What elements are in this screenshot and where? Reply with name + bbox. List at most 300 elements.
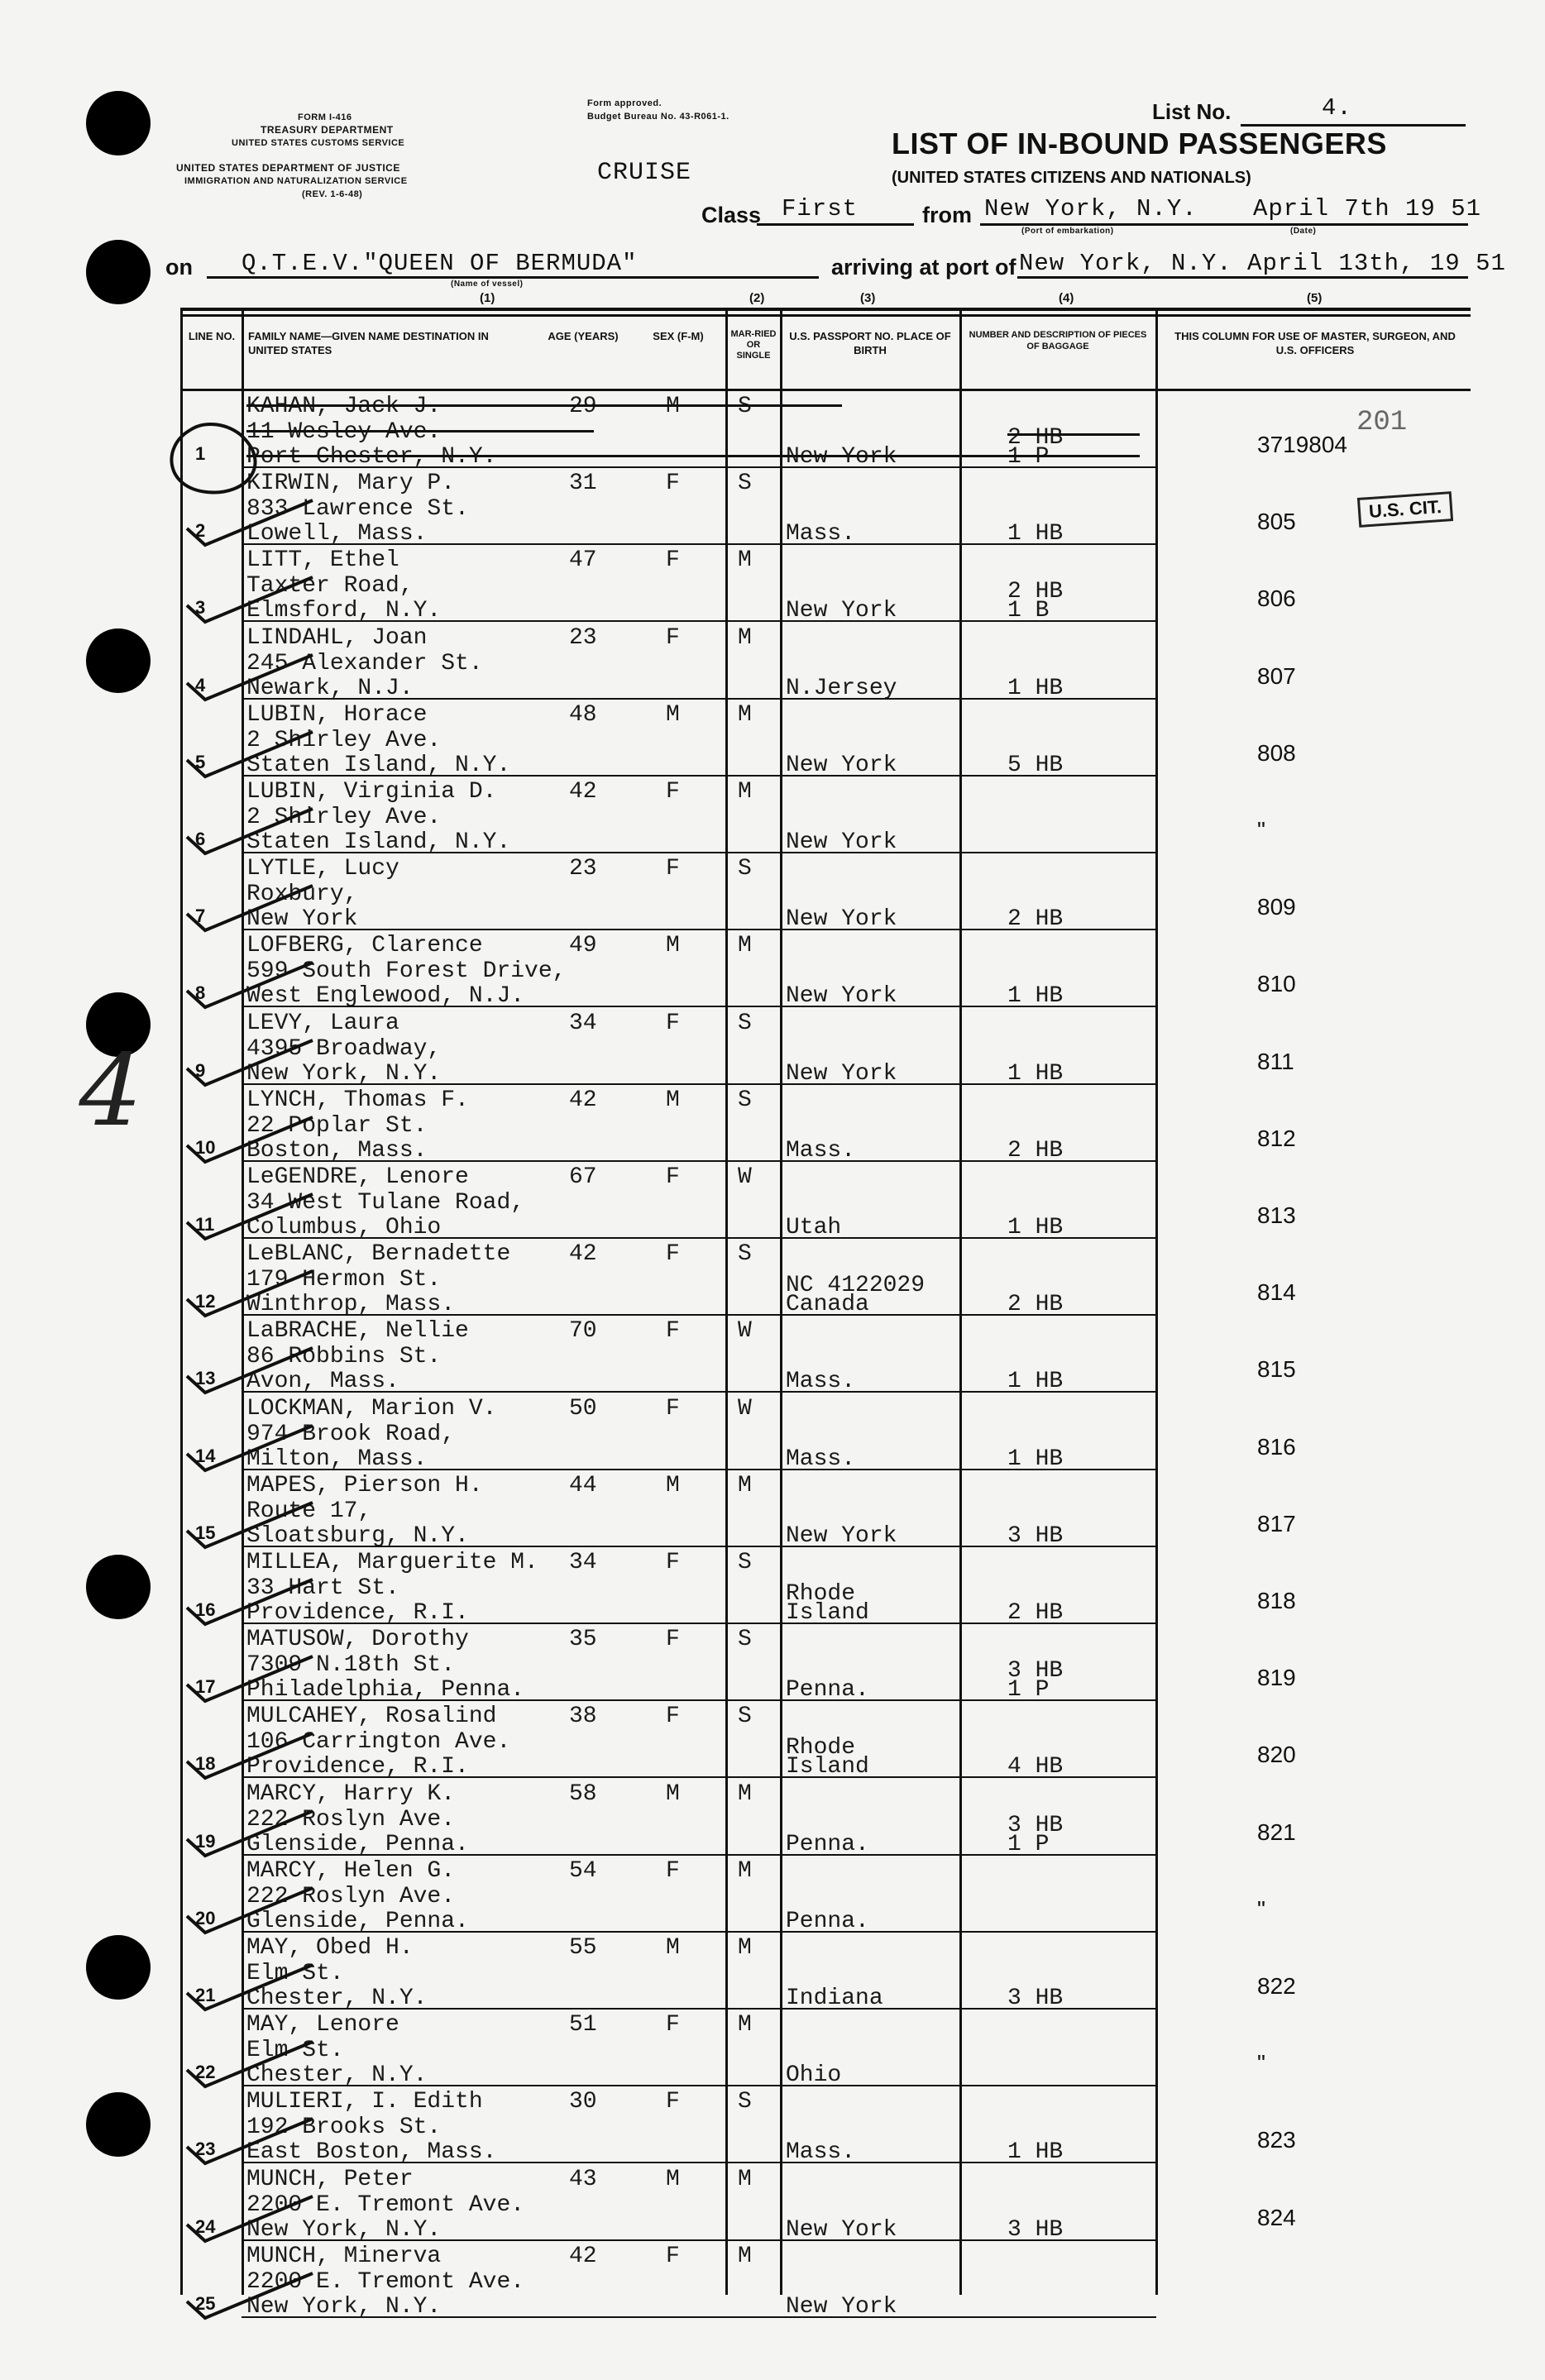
address-city: West Englewood, N.J. xyxy=(246,983,525,1009)
marital-status: M xyxy=(738,702,752,728)
address-city: Sloatsburg, N.Y. xyxy=(246,1523,469,1549)
table-row xyxy=(0,1471,1545,1548)
age: 42 xyxy=(569,779,597,805)
line-number: 21 xyxy=(195,1985,216,2005)
row-divider xyxy=(242,2316,1156,2318)
sex: F xyxy=(666,1704,680,1729)
table-row xyxy=(0,700,1545,777)
age: 42 xyxy=(569,1241,597,1267)
sex: M xyxy=(666,702,680,728)
place-of-birth: New York xyxy=(786,444,897,470)
line-number: 22 xyxy=(195,2062,216,2082)
marital-status: M xyxy=(738,2244,752,2269)
address-street: 22 Poplar St. xyxy=(246,1113,428,1139)
row-divider xyxy=(242,1314,1156,1316)
table-row xyxy=(0,1009,1545,1086)
marital-status: M xyxy=(738,2167,752,2192)
table-row xyxy=(0,1240,1545,1317)
officer-number: 817 xyxy=(1257,1511,1296,1536)
marital-status: W xyxy=(738,1318,752,1344)
address-street: Elm St. xyxy=(246,1961,344,1986)
sex: F xyxy=(666,547,680,573)
sex: F xyxy=(666,1396,680,1422)
place-of-birth: Mass. xyxy=(786,2139,856,2165)
check-mark xyxy=(180,958,321,1016)
column-number: (2) xyxy=(749,291,765,305)
line-number: 24 xyxy=(195,2216,216,2237)
check-mark xyxy=(180,2114,321,2172)
age: 43 xyxy=(569,2167,597,2192)
check-mark xyxy=(180,650,321,708)
officer-number: 3719804 xyxy=(1257,432,1348,457)
address-city: Providence, R.I. xyxy=(246,1754,469,1780)
table-row xyxy=(0,1625,1545,1702)
from-value: New York, N.Y. xyxy=(984,195,1198,222)
line-number: 14 xyxy=(195,1446,216,1466)
age: 48 xyxy=(569,702,597,728)
marital-status: M xyxy=(738,2012,752,2038)
passenger-name: KAHAN, Jack J. xyxy=(246,394,442,419)
address-city: Avon, Mass. xyxy=(246,1369,399,1394)
sex: M xyxy=(666,2167,680,2192)
table-row xyxy=(0,1702,1545,1779)
table-row xyxy=(0,1548,1545,1625)
place-of-birth: Island xyxy=(786,1754,869,1780)
baggage: 2 HB xyxy=(1007,425,1064,451)
check-mark xyxy=(180,1421,321,1479)
officer-number: 820 xyxy=(1257,1742,1296,1767)
class-value: First xyxy=(782,195,859,222)
table-row xyxy=(0,1857,1545,1933)
col-sex: SEX (F-M) xyxy=(653,330,704,342)
officer-number: 809 xyxy=(1257,894,1296,920)
check-mark xyxy=(180,804,321,862)
row-divider xyxy=(242,466,1156,468)
passenger-name: LITT, Ethel xyxy=(246,547,399,573)
marital-status: M xyxy=(738,779,752,805)
place-of-birth: New York xyxy=(786,2217,897,2243)
address-city: Glenside, Penna. xyxy=(246,1909,469,1934)
address-street: 192 Brooks St. xyxy=(246,2115,442,2140)
officer-number: " xyxy=(1257,817,1265,843)
baggage: 2 HB xyxy=(1007,1600,1064,1626)
age: 31 xyxy=(569,471,597,496)
address-city: Boston, Mass. xyxy=(246,1138,428,1164)
address-city: Philadelphia, Penna. xyxy=(246,1677,525,1703)
line-number: 23 xyxy=(195,2139,216,2159)
address-city: Staten Island, N.Y. xyxy=(246,753,511,778)
table-row xyxy=(0,1317,1545,1393)
check-mark xyxy=(180,1189,321,1247)
age: 34 xyxy=(569,1011,597,1036)
line-number: 5 xyxy=(195,752,206,772)
passenger-name: LUBIN, Horace xyxy=(246,702,428,728)
place-of-birth: Mass. xyxy=(786,1138,856,1164)
class-underline xyxy=(757,223,914,226)
check-mark xyxy=(180,1728,321,1786)
sex: F xyxy=(666,1164,680,1190)
document-subtitle: (UNITED STATES CITIZENS AND NATIONALS) xyxy=(892,169,1251,187)
passenger-name: MARCY, Helen G. xyxy=(246,1858,456,1884)
passenger-name: LUBIN, Virginia D. xyxy=(246,779,497,805)
sex: F xyxy=(666,856,680,882)
address-city: New York xyxy=(246,906,358,932)
ins-service: IMMIGRATION AND NATURALIZATION SERVICE xyxy=(184,176,408,186)
marital-status: S xyxy=(738,2089,752,2115)
sex: F xyxy=(666,471,680,496)
check-mark xyxy=(180,1651,321,1709)
passenger-name: MAY, Lenore xyxy=(246,2012,399,2038)
sex: F xyxy=(666,1550,680,1575)
marital-status: M xyxy=(738,1473,752,1498)
place-of-birth: Island xyxy=(786,1600,869,1626)
line-number: 25 xyxy=(195,2293,216,2314)
officer-number: 822 xyxy=(1257,1973,1296,1999)
passenger-name: MULCAHEY, Rosalind xyxy=(246,1704,497,1729)
sex: F xyxy=(666,1011,680,1036)
baggage: 2 HB xyxy=(1007,906,1064,932)
handwritten-circle xyxy=(157,413,281,504)
officer-number: 816 xyxy=(1257,1434,1296,1460)
line-number: 6 xyxy=(195,829,206,849)
officer-number: 810 xyxy=(1257,971,1296,996)
sex: F xyxy=(666,2089,680,2115)
binder-hole xyxy=(86,91,151,155)
officer-number: 819 xyxy=(1257,1665,1296,1690)
arrival-port-date: New York, N.Y. April 13th, 19 51 xyxy=(1019,250,1506,277)
officer-number: 806 xyxy=(1257,585,1296,611)
baggage: 1 HB xyxy=(1007,1446,1064,1472)
binder-hole xyxy=(86,240,151,304)
baggage: 2 HB xyxy=(1007,579,1064,605)
marital-status: M xyxy=(738,625,752,651)
officer-number: 818 xyxy=(1257,1588,1296,1613)
address-street: 833 Lawrence St. xyxy=(246,496,469,522)
revision-date: (REV. 1-6-48) xyxy=(302,189,363,199)
place-of-birth: Utah xyxy=(786,1215,842,1240)
col-family-name: FAMILY NAME—GIVEN NAME DESTINATION IN UNITED STATES xyxy=(248,330,489,356)
address-city: New York, N.Y. xyxy=(246,2217,442,2243)
row-divider xyxy=(242,1160,1156,1162)
row-divider xyxy=(242,775,1156,777)
place-of-birth: New York xyxy=(786,598,897,624)
row-divider xyxy=(242,1546,1156,1547)
check-mark xyxy=(180,1806,321,1864)
strike-through xyxy=(246,455,1140,457)
table-row xyxy=(0,2087,1545,2164)
passenger-name: LOFBERG, Clarence xyxy=(246,933,483,958)
budget-bureau: Budget Bureau No. 43-R061-1. xyxy=(587,112,729,122)
address-street: 222 Roslyn Ave. xyxy=(246,1884,456,1909)
marital-status: M xyxy=(738,1858,752,1884)
age: 51 xyxy=(569,2012,597,2038)
passenger-name: MAY, Obed H. xyxy=(246,1935,414,1961)
sex: F xyxy=(666,2012,680,2038)
address-street: 2200 E. Tremont Ave. xyxy=(246,2192,525,2218)
address-street: 245 Alexander St. xyxy=(246,651,483,676)
address-street: 34 West Tulane Road, xyxy=(246,1190,525,1216)
line-number: 2 xyxy=(195,520,206,541)
check-mark xyxy=(180,1498,321,1556)
passenger-name: LEVY, Laura xyxy=(246,1011,399,1036)
place-of-birth: New York xyxy=(786,829,897,855)
row-divider xyxy=(242,620,1156,622)
address-street: 33 Hart St. xyxy=(246,1575,399,1601)
baggage: 3 HB xyxy=(1007,1658,1064,1684)
col-officers: THIS COLUMN FOR USE OF MASTER, SURGEON, AND U.S. OFFICERS xyxy=(1174,330,1456,356)
officer-number: " xyxy=(1257,1896,1265,1922)
table-row xyxy=(0,1394,1545,1471)
address-street: Elm St. xyxy=(246,2038,344,2063)
address-street: 179 Hermon St. xyxy=(246,1267,442,1293)
officer-number: 813 xyxy=(1257,1202,1296,1228)
baggage: 1 HB xyxy=(1007,983,1064,1009)
check-mark xyxy=(180,1112,321,1170)
address-city: New York, N.Y. xyxy=(246,2294,442,2320)
age: 23 xyxy=(569,856,597,882)
age: 42 xyxy=(569,1087,597,1113)
check-mark xyxy=(180,1883,321,1941)
sex: M xyxy=(666,933,680,958)
address-city: Elmsford, N.Y. xyxy=(246,598,442,624)
marital-status: S xyxy=(738,1704,752,1729)
address-street: 599 South Forest Drive, xyxy=(246,958,567,984)
passenger-name: LeGENDRE, Lenore xyxy=(246,1164,469,1190)
place-of-birth: New York xyxy=(786,1523,897,1549)
officer-number: 811 xyxy=(1257,1049,1294,1074)
baggage: 1 P xyxy=(1007,1832,1050,1857)
marital-status: M xyxy=(738,1935,752,1961)
passenger-name: KIRWIN, Mary P. xyxy=(246,471,456,496)
age: 50 xyxy=(569,1396,597,1422)
sex: F xyxy=(666,1318,680,1344)
col-passport: U.S. PASSPORT NO. PLACE OF BIRTH xyxy=(789,330,951,356)
row-divider xyxy=(242,2162,1156,2163)
arrival-underline xyxy=(1017,276,1468,279)
check-mark xyxy=(180,1575,321,1632)
header-bottom-border xyxy=(180,389,1471,391)
baggage: 1 HB xyxy=(1007,676,1064,701)
strike-through xyxy=(246,404,842,407)
passenger-name: LeBLANC, Bernadette xyxy=(246,1241,511,1267)
age: 55 xyxy=(569,1935,597,1961)
passenger-name: MILLEA, Marguerite M. xyxy=(246,1550,538,1575)
address-street: 11 Wesley Ave. xyxy=(246,419,442,445)
table-row xyxy=(0,1086,1545,1163)
baggage: 1 HB xyxy=(1007,1215,1064,1240)
table-row xyxy=(0,931,1545,1008)
cruise-label: CRUISE xyxy=(597,159,692,187)
address-street: 106 Carrington Ave. xyxy=(246,1729,511,1755)
line-number: 19 xyxy=(195,1831,216,1852)
marital-status: W xyxy=(738,1396,752,1422)
row-divider xyxy=(242,1391,1156,1393)
baggage: 5 HB xyxy=(1007,753,1064,778)
row-divider xyxy=(242,698,1156,700)
officer-number: 814 xyxy=(1257,1279,1296,1305)
passenger-name: MAPES, Pierson H. xyxy=(246,1473,483,1498)
table-top-border xyxy=(180,314,1471,317)
baggage: 3 HB xyxy=(1007,1986,1064,2011)
passenger-name: LYTLE, Lucy xyxy=(246,856,399,882)
table-row xyxy=(0,2242,1545,2319)
on-label: on xyxy=(165,255,193,280)
list-no-value: 4. xyxy=(1322,94,1352,122)
line-number: 8 xyxy=(195,982,206,1003)
marital-status: S xyxy=(738,1241,752,1267)
address-street: Roxbury, xyxy=(246,882,358,907)
address-city: Newark, N.J. xyxy=(246,676,414,701)
officer-number: 808 xyxy=(1257,740,1296,766)
sex: M xyxy=(666,1473,680,1498)
document-title: LIST OF IN-BOUND PASSENGERS xyxy=(892,127,1387,160)
row-divider xyxy=(242,2008,1156,2010)
address-street: 2 Shirley Ave. xyxy=(246,728,442,753)
sex: F xyxy=(666,1241,680,1267)
age: 44 xyxy=(569,1473,597,1498)
place-of-birth: New York xyxy=(786,2294,897,2320)
address-street: 2200 E. Tremont Ave. xyxy=(246,2269,525,2295)
address-city: Port Chester, N.Y. xyxy=(246,444,497,470)
row-divider xyxy=(242,929,1156,930)
place-of-birth: N.Jersey xyxy=(786,676,897,701)
date-label: (Date) xyxy=(1290,227,1317,236)
place-of-birth: Ohio xyxy=(786,2062,842,2088)
check-mark xyxy=(180,2268,321,2326)
line-number: 16 xyxy=(195,1599,216,1620)
passenger-name: MARCY, Harry K. xyxy=(246,1781,456,1807)
vessel-name: Q.T.E.V."QUEEN OF BERMUDA" xyxy=(242,250,638,277)
address-city: New York, N.Y. xyxy=(246,1061,442,1087)
passenger-name: LOCKMAN, Marion V. xyxy=(246,1396,497,1422)
address-city: East Boston, Mass. xyxy=(246,2139,497,2165)
table-row xyxy=(0,1163,1545,1240)
marital-status: M xyxy=(738,933,752,958)
row-divider xyxy=(242,1083,1156,1085)
age: 29 xyxy=(569,394,597,419)
baggage: 1 B xyxy=(1007,598,1050,624)
check-mark xyxy=(180,2191,321,2249)
check-mark xyxy=(180,1266,321,1324)
line-number: 4 xyxy=(195,675,206,695)
officer-number: 815 xyxy=(1257,1356,1296,1382)
sex: F xyxy=(666,1858,680,1884)
baggage: 2 HB xyxy=(1007,1292,1064,1317)
age: 47 xyxy=(569,547,597,573)
sex: M xyxy=(666,1935,680,1961)
row-divider xyxy=(242,1623,1156,1624)
place-of-birth: Penna. xyxy=(786,1832,869,1857)
line-number: 9 xyxy=(195,1060,206,1081)
check-mark xyxy=(180,572,321,630)
row-divider xyxy=(242,852,1156,853)
address-city: Glenside, Penna. xyxy=(246,1832,469,1857)
row-divider xyxy=(242,1854,1156,1856)
passport-or-birth: Rhode xyxy=(786,1735,856,1761)
margin-mark: 4 xyxy=(66,1034,155,1149)
place-of-birth: Canada xyxy=(786,1292,869,1317)
list-no-label: List No. xyxy=(1152,99,1232,124)
row-divider xyxy=(242,1931,1156,1933)
age: 30 xyxy=(569,2089,597,2115)
table-row xyxy=(0,546,1545,623)
sex: F xyxy=(666,1627,680,1652)
officer-number: 805 xyxy=(1257,509,1296,534)
baggage: 1 P xyxy=(1007,1677,1050,1703)
line-number: 11 xyxy=(195,1214,215,1235)
age: 67 xyxy=(569,1164,597,1190)
check-mark xyxy=(180,881,321,939)
stamp-number: 201 xyxy=(1356,407,1408,438)
line-number: 20 xyxy=(195,1908,216,1928)
row-divider xyxy=(242,1776,1156,1778)
port-label: (Port of embarkation) xyxy=(1021,227,1114,236)
line-number: 15 xyxy=(195,1522,216,1543)
baggage: 1 HB xyxy=(1007,2139,1064,2165)
age: 70 xyxy=(569,1318,597,1344)
line-number: 3 xyxy=(195,597,206,618)
passenger-name: LYNCH, Thomas F. xyxy=(246,1087,469,1113)
line-number: 1 xyxy=(195,443,206,464)
marital-status: S xyxy=(738,856,752,882)
passenger-name: LaBRACHE, Nellie xyxy=(246,1318,469,1344)
officer-number: " xyxy=(1257,2050,1265,2076)
address-street: 2 Shirley Ave. xyxy=(246,805,442,830)
place-of-birth: New York xyxy=(786,1061,897,1087)
age: 34 xyxy=(569,1550,597,1575)
address-street: 974 Brook Road, xyxy=(246,1422,456,1447)
row-divider xyxy=(242,1699,1156,1701)
age: 23 xyxy=(569,625,597,651)
address-street: Taxter Road, xyxy=(246,573,414,599)
officer-number: 807 xyxy=(1257,663,1296,689)
table-top-border xyxy=(180,308,1471,311)
sex: M xyxy=(666,394,680,419)
address-city: Milton, Mass. xyxy=(246,1446,428,1472)
treasury-dept: TREASURY DEPARTMENT xyxy=(261,124,394,136)
check-mark xyxy=(180,727,321,785)
row-divider xyxy=(242,2239,1156,2241)
place-of-birth: Penna. xyxy=(786,1677,869,1703)
row-divider xyxy=(242,543,1156,545)
col-line-no: LINE NO. xyxy=(188,330,236,342)
col-baggage: NUMBER AND DESCRIPTION OF PIECES OF BAGGAGE xyxy=(969,330,1147,351)
sex: F xyxy=(666,779,680,805)
passenger-name: MATUSOW, Dorothy xyxy=(246,1627,469,1652)
officer-number: 821 xyxy=(1257,1819,1296,1845)
row-divider xyxy=(242,1006,1156,1007)
form-approved: Form approved. xyxy=(587,98,662,108)
address-street: 222 Roslyn Ave. xyxy=(246,1807,456,1833)
line-number: 18 xyxy=(195,1753,216,1774)
baggage: 1 P xyxy=(1007,444,1050,470)
table-row xyxy=(0,854,1545,931)
passport-or-birth: NC 4122029 xyxy=(786,1273,926,1298)
table-row xyxy=(0,1933,1545,2010)
baggage: 1 HB xyxy=(1007,1061,1064,1087)
place-of-birth: New York xyxy=(786,753,897,778)
age: 35 xyxy=(569,1627,597,1652)
place-of-birth: Penna. xyxy=(786,1909,869,1934)
class-label: Class xyxy=(701,203,762,227)
officer-number: 824 xyxy=(1257,2205,1296,2230)
address-street: 86 Robbins St. xyxy=(246,1344,442,1369)
column-number: (4) xyxy=(1059,291,1074,305)
place-of-birth: Mass. xyxy=(786,1446,856,1472)
sex: F xyxy=(666,2244,680,2269)
table-row xyxy=(0,2165,1545,2242)
address-city: Lowell, Mass. xyxy=(246,521,428,547)
